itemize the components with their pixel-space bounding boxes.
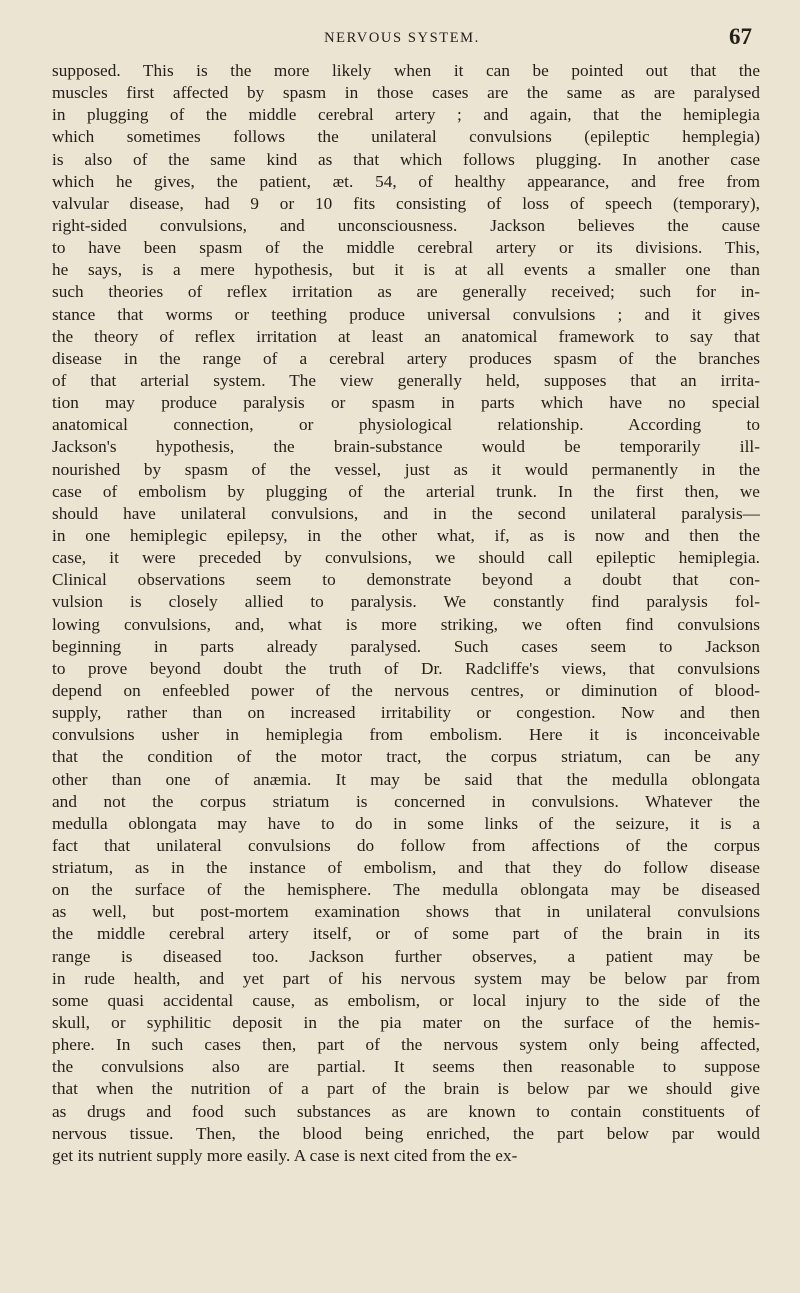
text-line: in one hemiplegic epilepsy, in the other what, if, as is now and then the [52, 525, 760, 545]
text-line: get its nutrient supply more easily. A case is next cited from the ex- [52, 1145, 518, 1165]
text-line: to prove beyond doubt the truth of Dr. Radcliffe's views, that convulsions [52, 658, 760, 678]
text-line: beginning in parts already paralysed. Such cases seem to Jackson [52, 636, 760, 656]
text-line: some quasi accidental cause, as embolism, or local injury to the side of the [52, 990, 760, 1010]
text-line: as drugs and food such substances as are known to contain constituents of [52, 1101, 760, 1121]
running-head-title: NERVOUS SYSTEM. [324, 30, 480, 46]
text-line: in plugging of the middle cerebral artery ; and again, that the hemiplegia [52, 105, 760, 125]
text-line: Jackson's hypothesis, the brain-substance would be temporarily ill- [52, 437, 760, 457]
text-line: lowing convulsions, and, what is more striking, we often find convulsions [52, 614, 760, 634]
text-line: such theories of reflex irritation as are generally received; such for in- [52, 282, 760, 302]
text-line: tion may produce paralysis or spasm in parts which have no special [52, 393, 760, 413]
text-line: disease in the range of a cerebral artery produces spasm of the branches [52, 348, 760, 368]
text-line: anatomical connection, or physiological relationship. According to [52, 415, 760, 435]
text-line: range is diseased too. Jackson further observes, a patient may be [52, 946, 760, 966]
text-line: stance that worms or teething produce universal convulsions ; and it gives [52, 304, 760, 324]
text-line: as well, but post-mortem examination shows that in unilateral convulsions [52, 902, 760, 922]
text-line: Clinical observations seem to demonstrate beyond a doubt that con- [52, 570, 760, 590]
text-line: on the surface of the hemisphere. The medulla oblongata may be diseased [52, 880, 760, 900]
text-line: he says, is a mere hypothesis, but it is at all events a smaller one than [52, 260, 760, 280]
text-line: the middle cerebral artery itself, or of some part of the brain in its [52, 924, 760, 944]
text-line: supposed. This is the more likely when it can be pointed out that the [52, 61, 760, 80]
text-line: valvular disease, had 9 or 10 fits consisting of loss of speech (temporary), [52, 193, 760, 213]
text-line: nourished by spasm of the vessel, just as it would permanently in the [52, 459, 760, 479]
text-line: right-sided convulsions, and unconsciousness. Jackson believes the cause [52, 215, 760, 235]
text-line: of that arterial system. The view generally held, supposes that an irrita- [52, 370, 760, 390]
text-line: is also of the same kind as that which follows plugging. In another case [52, 149, 760, 169]
text-line: case of embolism by plugging of the arterial trunk. In the first then, we [52, 481, 760, 501]
text-line: depend on enfeebled power of the nervous centres, or diminution of blood- [52, 680, 760, 700]
text-line: which sometimes follows the unilateral convulsions (epileptic hemplegia) [52, 127, 760, 147]
text-line: medulla oblongata may have to do in some links of the seizure, it is a [52, 813, 760, 833]
text-line: in rude health, and yet part of his nervous system may be below par from [52, 968, 760, 988]
text-line: case, it were preceded by convulsions, we should call epileptic hemiplegia. [52, 548, 760, 568]
text-line: convulsions usher in hemiplegia from embolism. Here it is inconceivable [52, 725, 760, 745]
text-line: and not the corpus striatum is concerned in convulsions. Whatever the [52, 791, 760, 811]
running-head [52, 24, 752, 52]
text-line: skull, or syphilitic deposit in the pia mater on the surface of the hemis- [52, 1013, 760, 1033]
text-line: that when the nutrition of a part of the brain is below par we should give [52, 1079, 760, 1099]
text-line: the convulsions also are partial. It seems then reasonable to suppose [52, 1057, 760, 1077]
text-line: supply, rather than on increased irritability or congestion. Now and then [52, 703, 760, 723]
text-line: other than one of anæmia. It may be said that the medulla oblongata [52, 769, 760, 789]
text-line: should have unilateral convulsions, and in the second unilateral paralysis— [52, 503, 760, 523]
text-line: phere. In such cases then, part of the nervous system only being affected, [52, 1035, 760, 1055]
text-line: fact that unilateral convulsions do follow from affections of the corpus [52, 835, 760, 855]
text-line: vulsion is closely allied to paralysis. We constantly find paralysis fol- [52, 592, 760, 612]
text-line: muscles first affected by spasm in those cases are the same as are paralysed [52, 83, 760, 103]
text-line: to have been spasm of the middle cerebral artery or its divisions. This, [52, 238, 760, 258]
text-line: the theory of reflex irritation at least an anatomical framework to say that [52, 326, 760, 346]
body-text [52, 60, 760, 1167]
text-line: nervous tissue. Then, the blood being enriched, the part below par would [52, 1123, 760, 1143]
text-line: that the condition of the motor tract, the corpus striatum, can be any [52, 747, 760, 767]
page-number: 67 [729, 24, 752, 49]
text-line: which he gives, the patient, æt. 54, of healthy appearance, and free from [52, 171, 760, 191]
text-line: striatum, as in the instance of embolism, and that they do follow disease [52, 858, 760, 878]
